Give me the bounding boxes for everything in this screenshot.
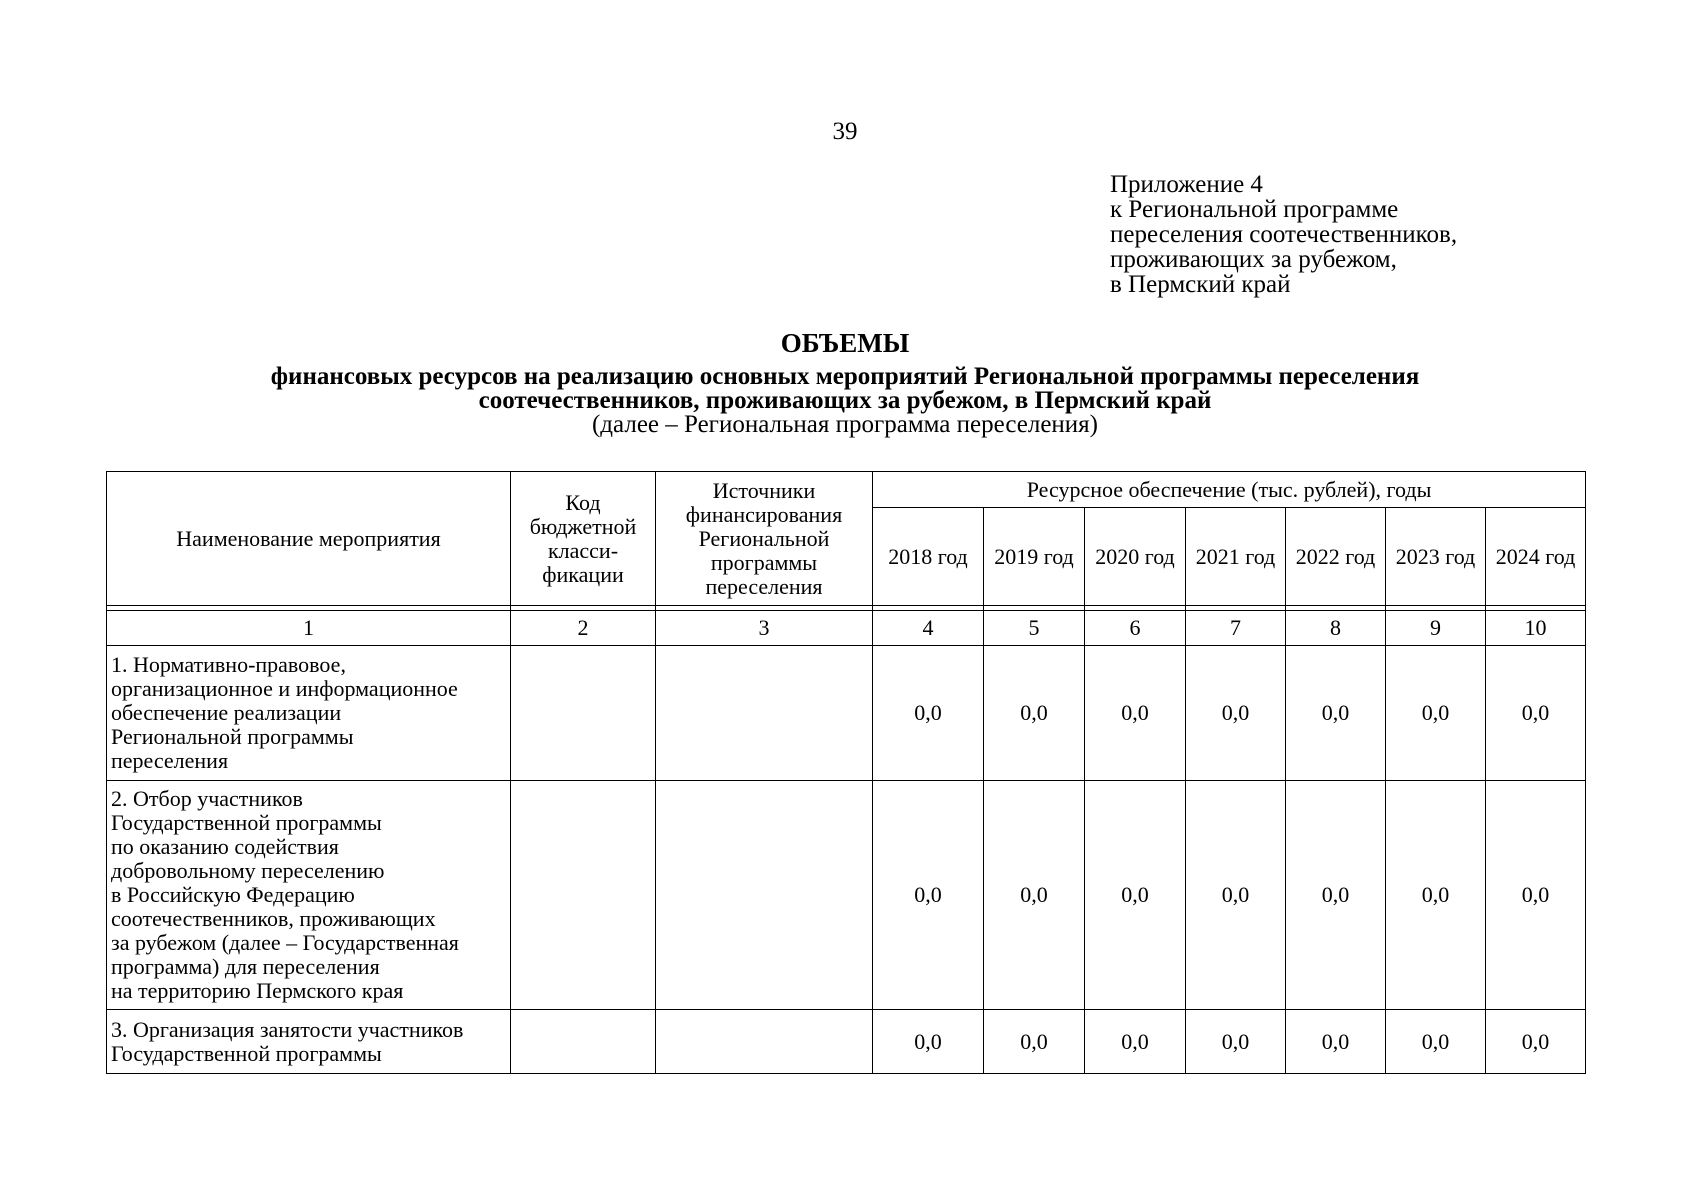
row-name-line: Государственной программы — [111, 810, 382, 835]
column-number: 7 — [1186, 611, 1286, 646]
header-year: 2023 год — [1386, 508, 1486, 606]
column-number: 6 — [1085, 611, 1186, 646]
row-code — [511, 1010, 656, 1074]
row-source — [656, 1010, 873, 1074]
row-name-line: 2. Отбор участников — [111, 786, 303, 811]
column-number: 1 — [107, 611, 511, 646]
document-subtitle — [0, 365, 1690, 413]
column-number: 10 — [1486, 611, 1586, 646]
header-sources-line: Источники — [712, 477, 816, 503]
appendix-line: в Пермский край — [1110, 271, 1291, 298]
appendix-line: к Региональной программе — [1110, 196, 1399, 223]
header-sources-line: Региональной — [698, 525, 830, 551]
row-name-line: 3. Организация занятости участников — [111, 1016, 464, 1042]
row-name-line: организационное и информационное — [111, 676, 458, 701]
row-value: 0,0 — [984, 646, 1085, 781]
row-value: 0,0 — [1386, 646, 1486, 781]
table-row — [107, 646, 1586, 781]
row-value: 0,0 — [1186, 646, 1286, 781]
row-value: 0,0 — [1486, 646, 1586, 781]
row-value: 0,0 — [1486, 781, 1586, 1010]
header-year: 2018 год — [873, 508, 984, 606]
header-name: Наименование мероприятия — [107, 472, 511, 606]
row-value: 0,0 — [984, 781, 1085, 1010]
row-name-line: программа) для переселения — [111, 954, 380, 979]
appendix-line: проживающих за рубежом, — [1110, 246, 1397, 273]
row-name — [107, 646, 511, 781]
row-value: 0,0 — [873, 1010, 984, 1074]
row-name-line: в Российскую Федерацию — [111, 882, 355, 907]
header-code-line: бюджетной — [529, 513, 637, 539]
row-value: 0,0 — [1085, 781, 1186, 1010]
column-number: 2 — [511, 611, 656, 646]
header-sources-line: программы — [710, 549, 818, 575]
row-name-line: на территорию Пермского края — [111, 978, 404, 1003]
row-value: 0,0 — [1386, 781, 1486, 1010]
row-name-line: соотечественников, проживающих — [111, 906, 436, 931]
column-number: 3 — [656, 611, 873, 646]
column-number: 9 — [1386, 611, 1486, 646]
header-year: 2022 год — [1286, 508, 1386, 606]
document-note: (далее – Региональная программа переселения) — [591, 411, 1099, 438]
row-name-line: Государственной программы — [111, 1040, 382, 1066]
row-source — [656, 781, 873, 1010]
table-row — [107, 1010, 1586, 1074]
header-code-line: фикации — [542, 561, 624, 587]
appendix-block — [1110, 172, 1457, 297]
header-sources — [656, 472, 873, 606]
row-value: 0,0 — [1085, 646, 1186, 781]
row-value: 0,0 — [1486, 1010, 1586, 1074]
table-row — [107, 781, 1586, 1010]
row-source — [656, 646, 873, 781]
row-name — [107, 781, 511, 1010]
header-year: 2019 год — [984, 508, 1085, 606]
row-value: 0,0 — [873, 781, 984, 1010]
appendix-line: Приложение 4 — [1110, 171, 1263, 198]
header-sources-line: финансирования — [685, 501, 843, 527]
header-code-line: класси- — [547, 537, 619, 563]
row-name-line: Региональной программы — [111, 724, 354, 749]
row-value: 0,0 — [984, 1010, 1085, 1074]
row-name-line: за рубежом (далее – Государственная — [111, 930, 459, 955]
row-name-line: обеспечение реализации — [111, 700, 342, 725]
header-code — [511, 472, 656, 606]
header-year: 2020 год — [1085, 508, 1186, 606]
row-value: 0,0 — [1286, 781, 1386, 1010]
column-number: 5 — [984, 611, 1085, 646]
header-year: 2024 год — [1486, 508, 1586, 606]
document-title: ОБЪЕМЫ — [780, 328, 910, 358]
header-year: 2021 год — [1186, 508, 1286, 606]
row-name-line: 1. Нормативно-правовое, — [111, 652, 346, 677]
row-code — [511, 646, 656, 781]
row-value: 0,0 — [1085, 1010, 1186, 1074]
column-number: 4 — [873, 611, 984, 646]
row-name-line: по оказанию содействия — [111, 834, 339, 859]
row-value: 0,0 — [873, 646, 984, 781]
page-number: 39 — [832, 118, 858, 145]
row-value: 0,0 — [1286, 646, 1386, 781]
subtitle-line: соотечественников, проживающих за рубежом, в Пермский край — [478, 387, 1212, 414]
row-value: 0,0 — [1386, 1010, 1486, 1074]
row-name — [107, 1010, 511, 1074]
row-value: 0,0 — [1286, 1010, 1386, 1074]
row-name-line: добровольному переселению — [111, 858, 385, 883]
column-number: 8 — [1286, 611, 1386, 646]
header-code-line: Код — [565, 489, 601, 515]
financing-table — [106, 471, 1586, 1074]
header-sources-line: переселения — [705, 573, 823, 599]
row-name-line: переселения — [111, 748, 229, 773]
appendix-line: переселения соотечественников, — [1110, 221, 1458, 248]
subtitle-line: финансовых ресурсов на реализацию основных мероприятий Региональной программы переселения — [270, 363, 1420, 390]
header-resources: Ресурсное обеспечение (тыс. рублей), годы — [873, 472, 1586, 508]
row-value: 0,0 — [1186, 1010, 1286, 1074]
row-code — [511, 781, 656, 1010]
row-value: 0,0 — [1186, 781, 1286, 1010]
